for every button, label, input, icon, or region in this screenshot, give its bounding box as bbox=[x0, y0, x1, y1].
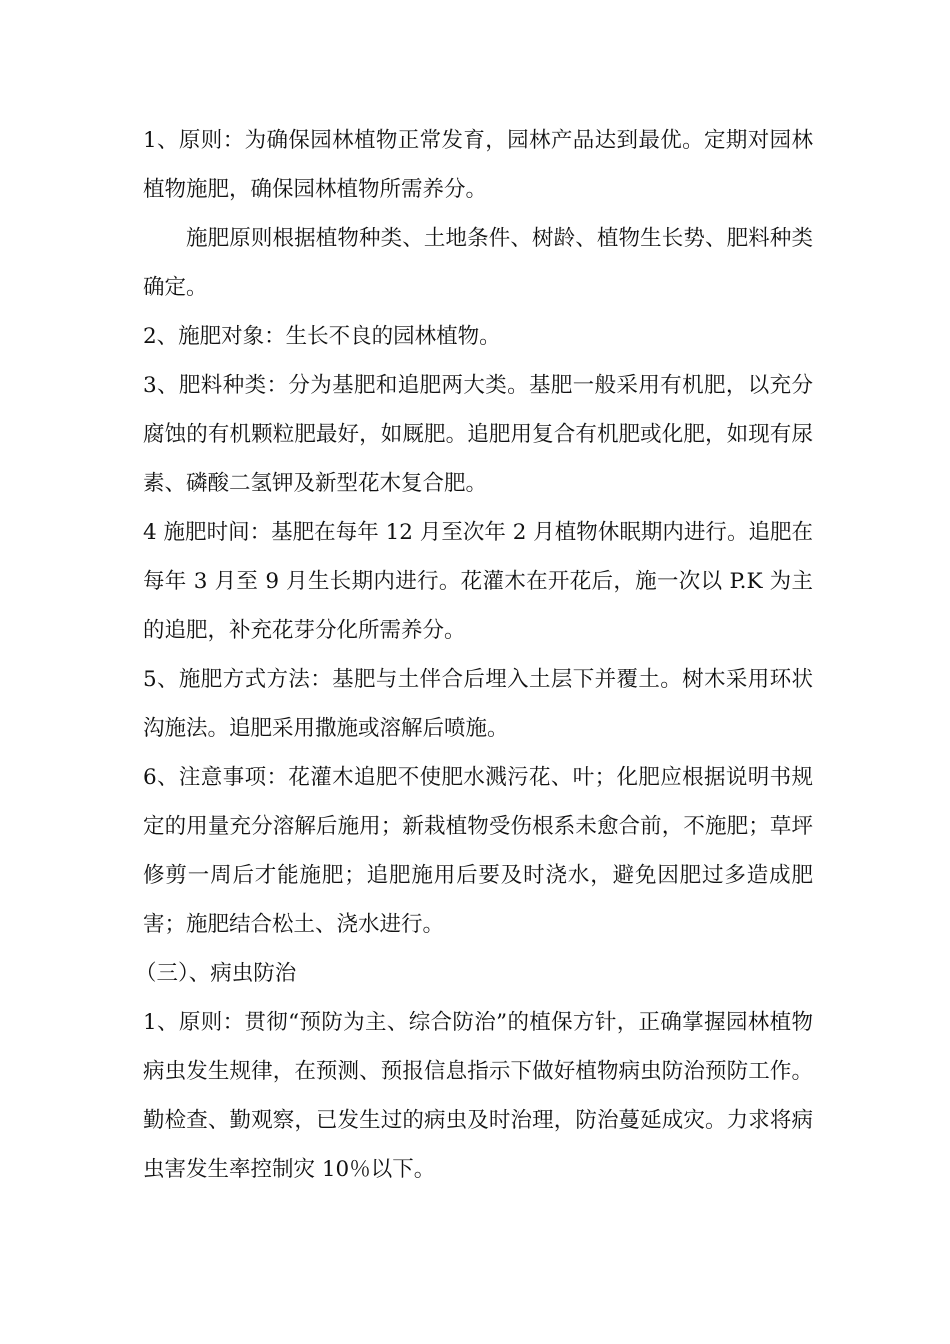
paragraph-pest-control-principle: 1、原则：贯彻“预防为主、综合防治”的植保方针，正确掌握园林植物病虫发生规律，在预测、预报信息指示下做好植物病虫防治预防工作。勤检查、勤观察，已发生过的病虫及时治理，防治蔓延成灾。力求将病虫害发生率控制灾 10％以下。 bbox=[143, 1010, 813, 1182]
document-body bbox=[135, 116, 813, 1194]
paragraph-fertilizing-target: 2、施肥对象：生长不良的园林植物。 bbox=[143, 324, 501, 349]
paragraph-fertilizing-principle: 1、原则：为确保园林植物正常发育，园林产品达到最优。定期对园林植物施肥，确保园林植物所需养分。 bbox=[143, 128, 813, 202]
section-heading-pest-control: （三）、病虫防治 bbox=[135, 961, 297, 986]
paragraph-fertilizing-basis: 施肥原则根据植物种类、土地条件、树龄、植物生长势、肥料种类确定。 bbox=[143, 226, 813, 300]
paragraph-fertilizer-types: 3、肥料种类：分为基肥和追肥两大类。基肥一般采用有机肥，以充分腐蚀的有机颗粒肥最好，如厩肥。追肥用复合有机肥或化肥，如现有尿素、磷酸二氢钾及新型花木复合肥。 bbox=[143, 373, 813, 496]
paragraph-fertilizing-time: 4 施肥时间：基肥在每年 12 月至次年 2 月植物休眠期内进行。追肥在每年 3 月至 9 月生长期内进行。花灌木在开花后，施一次以 P.K 为主的追肥，补充花芽分化所需养分。 bbox=[143, 520, 813, 643]
paragraph-fertilizing-method: 5、施肥方式方法：基肥与土伴合后埋入土层下并覆土。树木采用环状沟施法。追肥采用撒施或溶解后喷施。 bbox=[143, 667, 813, 741]
paragraph-precautions: 6、注意事项：花灌木追肥不使肥水溅污花、叶；化肥应根据说明书规定的用量充分溶解后施用；新栽植物受伤根系未愈合前，不施肥；草坪修剪一周后才能施肥；追肥施用后要及时浇水，避免因肥过多造成肥害；施肥结合松土、浇水进行。 bbox=[143, 765, 813, 937]
